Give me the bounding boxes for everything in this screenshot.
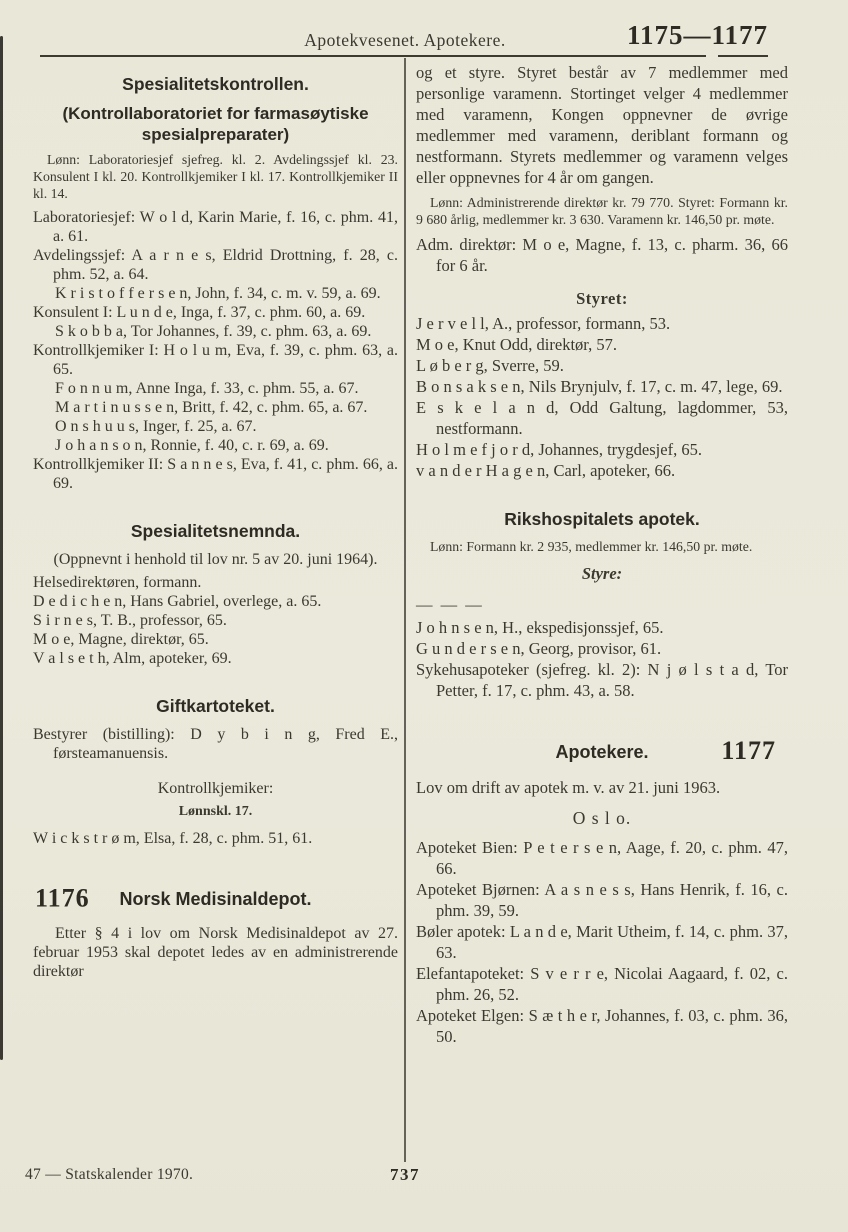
header-rule <box>40 55 706 57</box>
scan-gutter-edge <box>0 36 3 1060</box>
directory-entry: J o h n s e n, H., ekspedisjonssjef, 65. <box>416 618 664 637</box>
directory-entry: Apoteket Elgen: S æ t h e r, Johannes, f. 03, c. phm. 36, 50. <box>416 1006 788 1046</box>
directory-entry: G u n d e r s e n, Georg, provisor, 61. <box>416 639 662 658</box>
section-heading: Spesialitetsnemnda. <box>130 521 301 541</box>
city-heading: O s l o. <box>572 808 632 828</box>
directory-subentry: S k o b b a, Tor Johannes, f. 39, c. phm. 63, a. 69. <box>55 323 372 340</box>
body-paragraph: Etter § 4 i lov om Norsk Medisinaldepot av 27. februar 1953 skal depotet ledes av en administrerende direktør <box>33 925 398 980</box>
centered-line: (Oppnevnt i henhold til lov nr. 5 av 20. juni 1964). <box>53 551 378 568</box>
directory-entry: v a n d e r H a g e n, Carl, apoteker, 66. <box>416 461 676 480</box>
body-paragraph: Lov om drift av apotek m. v. av 21. juni 1963. <box>416 778 721 797</box>
directory-subentry: M a r t i n u s s e n, Britt, f. 42, c. phm. 65, a. 67. <box>55 399 368 416</box>
vacancy-dashes: — — — <box>416 595 484 614</box>
directory-entry: W i c k s t r ø m, Elsa, f. 28, c. phm. 51, 61. <box>33 830 313 847</box>
salary-note: Lønn: Administrerende direktør kr. 79 770. Styret: Formann kr. 9 680 årlig, medlemmer kr. 3 630. Varamenn kr. 146,50 pr. møte. <box>416 195 788 227</box>
right-column <box>416 62 788 1047</box>
directory-entry: D e d i c h e n, Hans Gabriel, overlege, a. 65. <box>33 593 322 610</box>
section-heading: Spesialitetskontrollen. <box>122 74 309 94</box>
body-paragraph: og et styre. Styret består av 7 medlemmer med personlige varamenn. Stortinget velger 4 medlemmer med varamenn, Kongen oppnevner de øvrige medlemmer med varamenn, deriblant formann og nestformann. Styrets medlemmer og varamenn velges eller oppnevnes for 4 år om gangen. <box>416 63 788 187</box>
directory-entry: Elefantapoteket: S v e r r e, Nicolai Aagaard, f. 02, c. phm. 26, 52. <box>416 964 788 1004</box>
footer-page-number: 737 <box>390 1165 420 1184</box>
directory-subentry: O n s h u u s, Inger, f. 25, a. 67. <box>55 418 257 435</box>
directory-entry: Adm. direktør: M o e, Magne, f. 13, c. pharm. 36, 66 for 6 år. <box>416 235 788 275</box>
salary-note: Lønn: Formann kr. 2 935, medlemmer kr. 146,50 pr. møte. <box>430 539 753 554</box>
numbered-section-heading <box>416 737 788 767</box>
page-footer <box>25 1166 825 1184</box>
left-column <box>33 62 398 981</box>
board-heading: Styret: <box>576 289 628 308</box>
directory-entry: Sykehusapoteker (sjefreg. kl. 2): N j ø l s t a d, Tor Petter, f. 17, c. phm. 43, a. 58. <box>416 660 788 700</box>
footer-edition: 47 — Statskalender 1970. <box>25 1166 194 1183</box>
section-number: 1176 <box>35 883 90 913</box>
page-range: 1175—1177 <box>626 20 768 50</box>
section-heading: Apotekere. <box>555 742 649 762</box>
directory-entry: E s k e l a n d, Odd Galtung, lagdommer, 53, nestformann. <box>416 398 788 438</box>
directory-entry: Konsulent I: L u n d e, Inga, f. 37, c. phm. 60, a. 69. <box>33 304 366 321</box>
directory-entry: V a l s e t h, Alm, apoteker, 69. <box>33 650 232 667</box>
section-heading: Rikshospitalets apotek. <box>504 509 700 529</box>
numbered-section-heading <box>33 884 398 914</box>
directory-entry: Helsedirektøren, formann. <box>33 574 202 591</box>
directory-entry: Apoteket Bjørnen: A a s n e s s, Hans Henrik, f. 16, c. phm. 39, 59. <box>416 880 788 920</box>
directory-entry: Bøler apotek: L a n d e, Marit Utheim, f. 14, c. phm. 37, 63. <box>416 922 788 962</box>
board-heading: Styre: <box>581 564 623 583</box>
directory-entry: Kontrollkjemiker I: H o l u m, Eva, f. 39, c. phm. 63, a. 65. <box>33 342 398 378</box>
directory-entry: B o n s a k s e n, Nils Brynjulv, f. 17, c. m. 47, lege, 69. <box>416 377 783 396</box>
column-divider <box>404 58 406 1162</box>
section-heading: Giftkartoteket. <box>156 696 275 716</box>
directory-entry: Bestyrer (bistilling): D y b i n g, Fred E., førsteamanuensis. <box>33 726 398 762</box>
directory-subentry: J o h a n s o n, Ronnie, f. 40, c. r. 69, a. 69. <box>55 437 329 454</box>
directory-entry: H o l m e f j o r d, Johannes, trygdesjef, 65. <box>416 440 702 459</box>
section-number: 1177 <box>721 736 776 766</box>
directory-entry: M o e, Knut Odd, direktør, 57. <box>416 335 617 354</box>
directory-subentry: K r i s t o f f e r s e n, John, f. 34, c. m. v. 59, a. 69. <box>55 285 381 302</box>
directory-entry: Laboratoriesjef: W o l d, Karin Marie, f. 16, c. phm. 41, a. 61. <box>33 209 398 245</box>
directory-entry: J e r v e l l, A., professor, formann, 53. <box>416 314 671 333</box>
directory-subentry: F o n n u m, Anne Inga, f. 33, c. phm. 55, a. 67. <box>55 380 359 397</box>
directory-entry: Kontrollkjemiker II: S a n n e s, Eva, f. 41, c. phm. 66, a. 69. <box>33 456 398 492</box>
directory-entry: Avdelingssjef: A a r n e s, Eldrid Drottning, f. 28, c. phm. 52, a. 64. <box>33 247 398 283</box>
centered-line: Kontrollkjemiker: <box>157 780 274 797</box>
running-header-title: Apotekvesenet. Apotekere. <box>304 30 506 50</box>
running-header <box>0 20 848 58</box>
directory-entry: M o e, Magne, direktør, 65. <box>33 631 209 648</box>
directory-entry: Apoteket Bien: P e t e r s e n, Aage, f. 20, c. phm. 47, 66. <box>416 838 788 878</box>
header-rule-short <box>718 55 768 57</box>
salary-note: Lønn: Laboratoriesjef sjefreg. kl. 2. Avdelingssjef kl. 23. Konsulent I kl. 20. Kontrollkjemiker I kl. 17. Kontrollkjemiker II kl. 14. <box>33 152 398 201</box>
section-subheading: (Kontrollaboratoriet for farmasøytiske spesialpreparater) <box>62 104 369 144</box>
directory-entry: L ø b e r g, Sverre, 59. <box>416 356 564 375</box>
section-heading: Norsk Medisinaldepot. <box>119 889 312 909</box>
salary-class-note: Lønnskl. 17. <box>178 804 253 819</box>
directory-entry: S i r n e s, T. B., professor, 65. <box>33 612 227 629</box>
